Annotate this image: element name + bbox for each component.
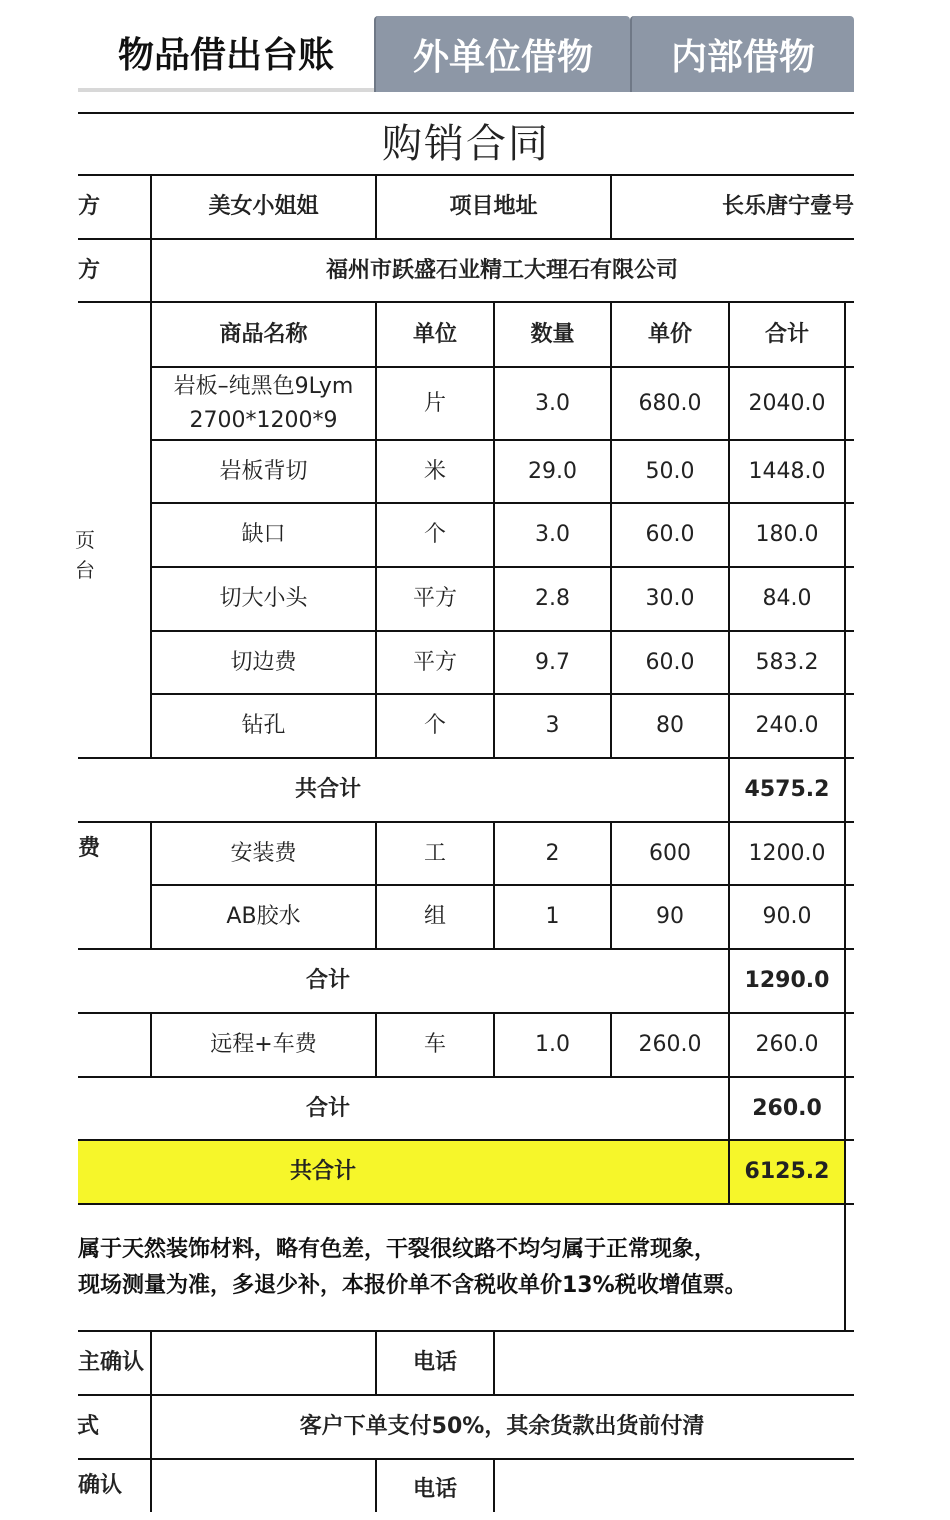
supplier-confirm-label: 确认	[78, 1473, 123, 1498]
item-total: 2040.0	[748, 390, 826, 416]
transport-item-unit: 车	[423, 1032, 446, 1057]
item-unit: 米	[423, 458, 446, 484]
item-unit: 个	[423, 713, 446, 738]
header-total: 合计	[764, 321, 809, 347]
item-name: 切边费	[230, 649, 297, 675]
item-total: 84.0	[762, 586, 812, 611]
item-name: 缺口	[241, 522, 286, 547]
transport-item-qty: 1.0	[535, 1032, 570, 1057]
item-qty: 2.8	[535, 586, 570, 611]
buyer-name[interactable]: 美女小姐姐	[208, 194, 319, 219]
grand-total-label: 共合计	[289, 1159, 356, 1184]
item-total: 240.0	[755, 713, 819, 738]
grand-total-value: 6125.2	[744, 1159, 830, 1184]
phone-field-1[interactable]	[495, 1332, 854, 1394]
customer-confirm-field[interactable]	[152, 1332, 375, 1394]
contract-title: 购销合同	[382, 121, 550, 167]
tab-item-lending-ledger[interactable]: 物品借出台账	[78, 16, 374, 92]
tab-external-borrow[interactable]: 外单位借物	[374, 16, 630, 92]
seller-label: 方	[78, 257, 101, 283]
group-label-installation: 费	[78, 836, 101, 861]
header-unit: 单位	[412, 321, 457, 347]
item-unit: 片	[423, 390, 446, 416]
header-product-name: 商品名称	[219, 321, 308, 347]
install-item-qty: 2	[545, 840, 560, 866]
note-line-2: 现场测量为准，多退少补，本报价单不含税收单价13%税收增值票。	[78, 1273, 747, 1298]
subtotal-installation-value: 1290.0	[744, 968, 830, 993]
item-total: 583.2	[755, 649, 819, 675]
install-item-qty: 1	[545, 904, 560, 929]
install-item-name: 安装费	[230, 840, 297, 866]
subtotal-installation-label: 合计	[305, 968, 350, 993]
item-qty: 29.0	[528, 458, 577, 484]
item-qty: 3.0	[535, 522, 570, 547]
item-qty: 3	[545, 713, 560, 738]
install-item-name: AB胶水	[226, 904, 301, 929]
header-unit-price: 单价	[647, 321, 692, 347]
customer-confirm-label: 主确认	[78, 1350, 145, 1375]
subtotal-transport-value: 260.0	[752, 1095, 822, 1121]
install-item-total: 90.0	[762, 904, 812, 929]
header-quantity: 数量	[530, 321, 575, 347]
payment-terms: 客户下单支付50%，其余货款出货前付清	[299, 1414, 705, 1439]
install-item-unit: 组	[423, 904, 446, 929]
item-qty: 3.0	[535, 390, 570, 416]
item-price: 60.0	[645, 649, 695, 675]
contract-sheet	[75, 110, 854, 1512]
item-name: 切大小头	[219, 586, 308, 611]
tab-internal-borrow[interactable]: 内部借物	[630, 16, 854, 92]
note-line-1: 属于天然装饰材料，略有色差，干裂很纹路不均匀属于正常现象，	[78, 1237, 717, 1262]
item-price: 30.0	[645, 586, 695, 611]
sheet-tabs	[78, 16, 854, 94]
item-name: 钻孔	[241, 713, 286, 738]
install-item-total: 1200.0	[748, 840, 826, 866]
install-item-unit: 工	[423, 840, 446, 866]
project-address[interactable]: 长乐唐宁壹号	[721, 194, 854, 219]
item-price: 50.0	[645, 458, 695, 484]
item-price: 80	[656, 713, 684, 738]
item-unit: 平方	[412, 649, 457, 675]
item-total: 180.0	[755, 522, 819, 547]
item-total: 1448.0	[748, 458, 826, 484]
item-name: 岩板背切	[219, 458, 308, 484]
install-item-price: 600	[649, 840, 691, 866]
supplier-confirm-field[interactable]	[152, 1460, 375, 1512]
item-price: 60.0	[645, 522, 695, 547]
payment-method-label: 式	[77, 1414, 100, 1439]
transport-item-name: 远程+车费	[210, 1032, 317, 1057]
subtotal-materials-value: 4575.2	[744, 777, 830, 802]
transport-item-price: 260.0	[638, 1032, 702, 1057]
phone-field-2[interactable]	[495, 1460, 854, 1512]
item-unit: 个	[423, 522, 446, 547]
item-price: 680.0	[638, 390, 702, 416]
phone-label-1: 电话	[412, 1350, 457, 1375]
transport-item-total: 260.0	[755, 1032, 819, 1057]
subtotal-materials-label: 共合计	[294, 777, 361, 802]
seller-name[interactable]: 福州市跃盛石业精工大理石有限公司	[325, 257, 678, 283]
item-name: 岩板–纯黑色9Lym 2700*1200*9	[173, 373, 354, 433]
buyer-label: 方	[78, 194, 101, 219]
item-qty: 9.7	[535, 649, 570, 675]
item-unit: 平方	[412, 586, 457, 611]
project-address-label: 项目地址	[449, 194, 538, 219]
subtotal-transport-label: 合计	[305, 1095, 350, 1121]
group-label-materials: 页 台	[75, 528, 95, 582]
phone-label-2: 电话	[412, 1477, 457, 1502]
install-item-price: 90	[656, 904, 684, 929]
